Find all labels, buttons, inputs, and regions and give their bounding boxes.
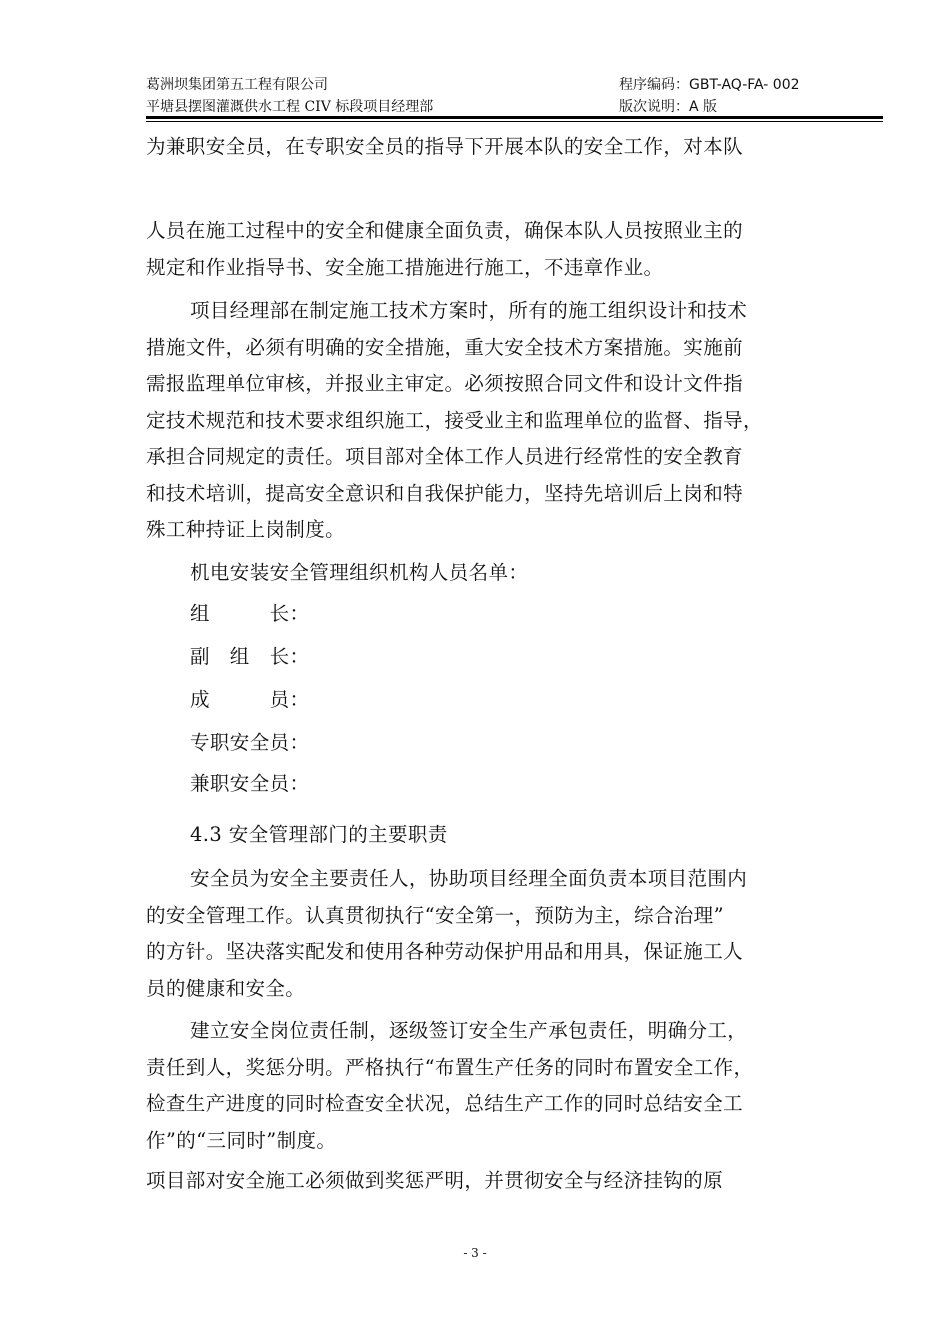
org-role-fulltime-safety: 专职安全员： (190, 731, 310, 754)
body-line: 定技术规范和技术要求组织施工，接受业主和监理单位的监督、指导， (146, 409, 763, 432)
body-line: 规定和作业指导书、安全施工措施进行施工，不违章作业。 (146, 256, 664, 279)
body-line: 检查生产进度的同时检查安全状况，总结生产工作的同时总结安全工 (146, 1092, 744, 1115)
org-role-parttime-safety: 兼职安全员： (190, 772, 310, 795)
body-line: 项目经理部在制定施工技术方案时，所有的施工组织设计和技术 (190, 299, 748, 322)
body-line: 安全员为安全主要责任人，协助项目经理全面负责本项目范围内 (190, 867, 748, 890)
body-line: 项目部对安全施工必须做到奖惩严明，并贯彻安全与经济挂钩的原 (146, 1169, 724, 1192)
body-line: 责任到人，奖惩分明。严格执行“布置生产任务的同时布置安全工作， (146, 1056, 754, 1079)
header-project: 平塘县摆图灌溉供水工程 CIV 标段项目经理部 (146, 99, 434, 115)
org-list-title: 机电安装安全管理组织机构人员名单： (190, 561, 529, 584)
section-heading: 4.3 安全管理部门的主要职责 (190, 823, 448, 846)
document-body (146, 0, 806, 1344)
body-line: 承担合同规定的责任。项目部对全体工作人员进行经常性的安全教育 (146, 445, 744, 468)
body-line: 和技术培训，提高安全意识和自我保护能力，坚持先培训后上岗和特 (146, 482, 744, 505)
header-version: 版次说明：A 版 (619, 99, 718, 115)
org-role-deputy: 副 组 长： (190, 645, 310, 668)
body-line: 措施文件，必须有明确的安全措施，重大安全技术方案措施。实施前 (146, 336, 744, 359)
body-line: 作”的“三同时”制度。 (146, 1129, 337, 1152)
body-line: 的安全管理工作。认真贯彻执行“安全第一，预防为主，综合治理” (146, 904, 724, 927)
body-line: 员的健康和安全。 (146, 977, 306, 1000)
page-number: - 3 - (463, 1246, 487, 1260)
body-line: 需报监理单位审核，并报业主审定。必须按照合同文件和设计文件指 (146, 372, 744, 395)
header-company: 葛洲坝集团第五工程有限公司 (146, 77, 328, 93)
body-line: 殊工种持证上岗制度。 (146, 518, 346, 541)
body-line: 为兼职安全员，在专职安全员的指导下开展本队的安全工作，对本队 (146, 135, 744, 158)
org-role-member: 成 员： (190, 688, 310, 711)
body-line: 人员在施工过程中的安全和健康全面负责，确保本队人员按照业主的 (146, 219, 744, 242)
header-code: 程序编码：GBT-AQ-FA- 002 (619, 77, 800, 93)
body-line: 的方针。坚决落实配发和使用各种劳动保护用品和用具，保证施工人 (146, 940, 744, 963)
org-role-leader: 组 长： (190, 602, 310, 625)
body-line: 建立安全岗位责任制，逐级签订安全生产承包责任，明确分工， (190, 1019, 748, 1042)
